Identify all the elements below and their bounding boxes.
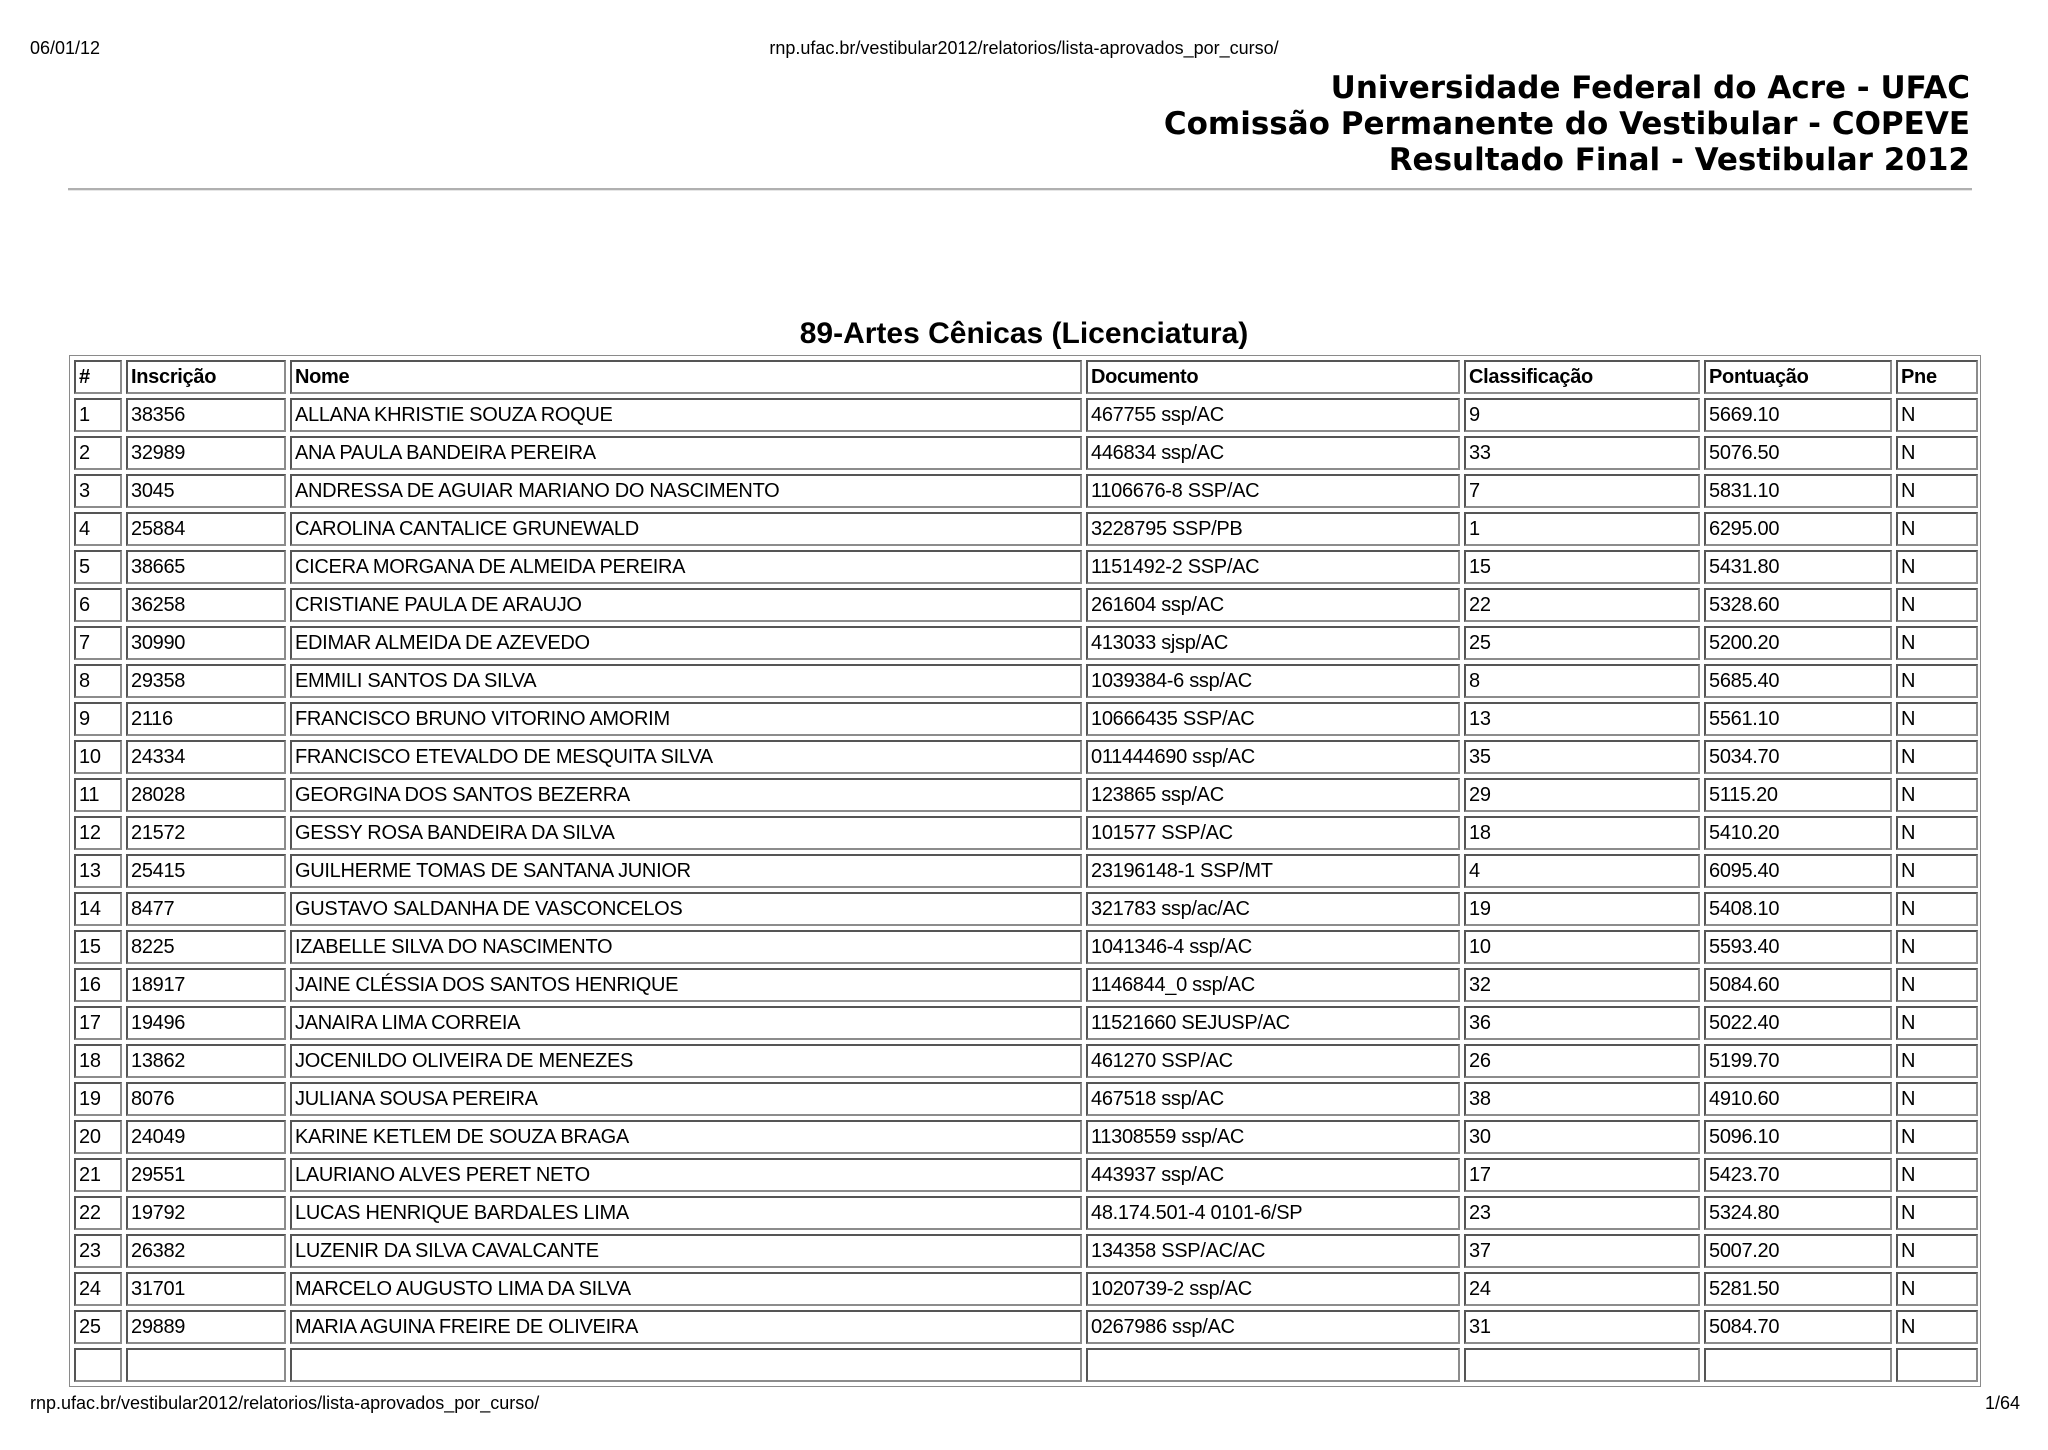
cell-nome: EMMILI SANTOS DA SILVA: [290, 664, 1082, 698]
cell-number: 7: [74, 626, 122, 660]
cell-pne: N: [1896, 1310, 1978, 1344]
cell-pne: N: [1896, 740, 1978, 774]
table-row: [74, 1082, 1978, 1116]
column-header-documento: Documento: [1086, 360, 1460, 394]
cell-nome: MARIA AGUINA FREIRE DE OLIVEIRA: [290, 1310, 1082, 1344]
cell-pontuacao: 5410.20: [1704, 816, 1892, 850]
cell-nome: GESSY ROSA BANDEIRA DA SILVA: [290, 816, 1082, 850]
cell-inscricao: 13862: [126, 1044, 286, 1078]
cell-classificacao: 23: [1464, 1196, 1700, 1230]
cell-inscricao: 38356: [126, 398, 286, 432]
cell-pne: N: [1896, 1234, 1978, 1268]
column-header-pne: Pne: [1896, 360, 1978, 394]
cell-nome: CRISTIANE PAULA DE ARAUJO: [290, 588, 1082, 622]
cell-documento: 48.174.501-4 0101-6/SP: [1086, 1196, 1460, 1230]
cell-pontuacao: 5076.50: [1704, 436, 1892, 470]
cell-pontuacao: 5096.10: [1704, 1120, 1892, 1154]
cell-pontuacao: 5328.60: [1704, 588, 1892, 622]
cell-pontuacao: 5022.40: [1704, 1006, 1892, 1040]
cell-classificacao: 25: [1464, 626, 1700, 660]
cell-classificacao: 33: [1464, 436, 1700, 470]
column-header-nome: Nome: [290, 360, 1082, 394]
column-header-inscricao: Inscrição: [126, 360, 286, 394]
cell-documento: 10666435 SSP/AC: [1086, 702, 1460, 736]
cell-number: 5: [74, 550, 122, 584]
print-date: 06/01/12: [30, 38, 101, 58]
cell-pne: N: [1896, 892, 1978, 926]
cell-number: 10: [74, 740, 122, 774]
table-row: [74, 930, 1978, 964]
document-header: [1164, 70, 1970, 178]
cell-pontuacao: 5199.70: [1704, 1044, 1892, 1078]
cell-pne: N: [1896, 930, 1978, 964]
cell-documento: 11521660 SEJUSP/AC: [1086, 1006, 1460, 1040]
cell-number: 6: [74, 588, 122, 622]
cell-documento: 1039384-6 ssp/AC: [1086, 664, 1460, 698]
cell-inscricao: 25415: [126, 854, 286, 888]
column-header-number: #: [74, 360, 122, 394]
cell-documento: 134358 SSP/AC/AC: [1086, 1234, 1460, 1268]
table-row: [74, 968, 1978, 1002]
table-row: [74, 1006, 1978, 1040]
cell-documento: 1106676-8 SSP/AC: [1086, 474, 1460, 508]
cell-nome: JANAIRA LIMA CORREIA: [290, 1006, 1082, 1040]
cell-pne: N: [1896, 550, 1978, 584]
table-row: [74, 1272, 1978, 1306]
cell-nome: ANA PAULA BANDEIRA PEREIRA: [290, 436, 1082, 470]
cell-number: 16: [74, 968, 122, 1002]
cell-pne: N: [1896, 968, 1978, 1002]
cell-classificacao: 22: [1464, 588, 1700, 622]
table-row: [74, 1044, 1978, 1078]
column-header-classificacao: Classificação: [1464, 360, 1700, 394]
cell-empty: [290, 1348, 1082, 1382]
cell-documento: 11308559 ssp/AC: [1086, 1120, 1460, 1154]
cell-documento: 467518 ssp/AC: [1086, 1082, 1460, 1116]
cell-classificacao: 4: [1464, 854, 1700, 888]
table-row: [74, 588, 1978, 622]
cell-inscricao: 24049: [126, 1120, 286, 1154]
cell-pontuacao: 5685.40: [1704, 664, 1892, 698]
print-header-url: rnp.ufac.br/vestibular2012/relatorios/lista-aprovados_por_curso/: [769, 38, 1279, 58]
cell-classificacao: 32: [1464, 968, 1700, 1002]
cell-classificacao: 38: [1464, 1082, 1700, 1116]
cell-inscricao: 8477: [126, 892, 286, 926]
cell-inscricao: 8076: [126, 1082, 286, 1116]
cell-number: 20: [74, 1120, 122, 1154]
table-row: [74, 512, 1978, 546]
cell-inscricao: 19496: [126, 1006, 286, 1040]
cell-pontuacao: 5431.80: [1704, 550, 1892, 584]
cell-classificacao: 29: [1464, 778, 1700, 812]
header-commission: Comissão Permanente do Vestibular - COPEVE: [1163, 106, 1970, 142]
column-header-pontuacao: Pontuação: [1704, 360, 1892, 394]
cell-documento: 446834 ssp/AC: [1086, 436, 1460, 470]
cell-classificacao: 9: [1464, 398, 1700, 432]
cell-pontuacao: 5831.10: [1704, 474, 1892, 508]
cell-pontuacao: 5007.20: [1704, 1234, 1892, 1268]
cell-pne: N: [1896, 626, 1978, 660]
cell-documento: 443937 ssp/AC: [1086, 1158, 1460, 1192]
cell-number: 17: [74, 1006, 122, 1040]
cell-empty: [1464, 1348, 1700, 1382]
print-footer-url: rnp.ufac.br/vestibular2012/relatorios/lista-aprovados_por_curso/: [30, 1393, 540, 1413]
cell-classificacao: 17: [1464, 1158, 1700, 1192]
cell-pne: N: [1896, 816, 1978, 850]
table-row: [74, 892, 1978, 926]
cell-documento: 0267986 ssp/AC: [1086, 1310, 1460, 1344]
cell-number: 24: [74, 1272, 122, 1306]
cell-pontuacao: 5200.20: [1704, 626, 1892, 660]
cell-pne: N: [1896, 778, 1978, 812]
cell-number: 2: [74, 436, 122, 470]
cell-pne: N: [1896, 436, 1978, 470]
cell-inscricao: 25884: [126, 512, 286, 546]
table-row: [74, 854, 1978, 888]
table-row: [74, 816, 1978, 850]
cell-classificacao: 18: [1464, 816, 1700, 850]
cell-number: 3: [74, 474, 122, 508]
cell-inscricao: 38665: [126, 550, 286, 584]
cell-pne: N: [1896, 1082, 1978, 1116]
table-row: [74, 550, 1978, 584]
cell-documento: 413033 sjsp/AC: [1086, 626, 1460, 660]
cell-pne: N: [1896, 664, 1978, 698]
cell-documento: 1146844_0 ssp/AC: [1086, 968, 1460, 1002]
cell-classificacao: 24: [1464, 1272, 1700, 1306]
cell-nome: EDIMAR ALMEIDA DE AZEVEDO: [290, 626, 1082, 660]
cell-inscricao: 26382: [126, 1234, 286, 1268]
table-row: [74, 740, 1978, 774]
cell-number: 12: [74, 816, 122, 850]
cell-inscricao: 24334: [126, 740, 286, 774]
cell-number: 19: [74, 1082, 122, 1116]
cell-number: 21: [74, 1158, 122, 1192]
cell-classificacao: 8: [1464, 664, 1700, 698]
cell-pne: N: [1896, 1158, 1978, 1192]
cell-inscricao: 32989: [126, 436, 286, 470]
cell-number: 15: [74, 930, 122, 964]
table-row: [74, 664, 1978, 698]
cell-pne: N: [1896, 474, 1978, 508]
cell-documento: 321783 ssp/ac/AC: [1086, 892, 1460, 926]
cell-pne: N: [1896, 854, 1978, 888]
cell-classificacao: 30: [1464, 1120, 1700, 1154]
header-result-title: Resultado Final - Vestibular 2012: [1388, 142, 1970, 178]
cell-pontuacao: 5593.40: [1704, 930, 1892, 964]
cell-nome: MARCELO AUGUSTO LIMA DA SILVA: [290, 1272, 1082, 1306]
table-row: [74, 1234, 1978, 1268]
cell-number: 11: [74, 778, 122, 812]
cell-nome: ANDRESSA DE AGUIAR MARIANO DO NASCIMENTO: [290, 474, 1082, 508]
cell-nome: JOCENILDO OLIVEIRA DE MENEZES: [290, 1044, 1082, 1078]
cell-documento: 461270 SSP/AC: [1086, 1044, 1460, 1078]
table-row-partial: [74, 1348, 1978, 1382]
cell-empty: [1896, 1348, 1978, 1382]
cell-pne: N: [1896, 398, 1978, 432]
cell-pontuacao: 5324.80: [1704, 1196, 1892, 1230]
cell-pontuacao: 6095.40: [1704, 854, 1892, 888]
cell-pontuacao: 5561.10: [1704, 702, 1892, 736]
cell-inscricao: 31701: [126, 1272, 286, 1306]
cell-documento: 23196148-1 SSP/MT: [1086, 854, 1460, 888]
cell-classificacao: 15: [1464, 550, 1700, 584]
cell-classificacao: 1: [1464, 512, 1700, 546]
cell-pne: N: [1896, 1196, 1978, 1230]
results-table: [70, 356, 1981, 1386]
cell-nome: CICERA MORGANA DE ALMEIDA PEREIRA: [290, 550, 1082, 584]
cell-classificacao: 13: [1464, 702, 1700, 736]
table-body: [74, 398, 1978, 1382]
cell-pne: N: [1896, 1044, 1978, 1078]
cell-inscricao: 8225: [126, 930, 286, 964]
cell-documento: 123865 ssp/AC: [1086, 778, 1460, 812]
cell-pontuacao: 6295.00: [1704, 512, 1892, 546]
cell-nome: LUZENIR DA SILVA CAVALCANTE: [290, 1234, 1082, 1268]
header-divider: [68, 188, 1972, 191]
cell-number: 13: [74, 854, 122, 888]
cell-pontuacao: 5084.70: [1704, 1310, 1892, 1344]
cell-documento: 101577 SSP/AC: [1086, 816, 1460, 850]
cell-classificacao: 31: [1464, 1310, 1700, 1344]
cell-pontuacao: 4910.60: [1704, 1082, 1892, 1116]
cell-nome: JAINE CLÉSSIA DOS SANTOS HENRIQUE: [290, 968, 1082, 1002]
cell-pne: N: [1896, 588, 1978, 622]
cell-classificacao: 19: [1464, 892, 1700, 926]
cell-nome: IZABELLE SILVA DO NASCIMENTO: [290, 930, 1082, 964]
table-row: [74, 398, 1978, 432]
cell-classificacao: 26: [1464, 1044, 1700, 1078]
cell-inscricao: 29358: [126, 664, 286, 698]
cell-nome: GUILHERME TOMAS DE SANTANA JUNIOR: [290, 854, 1082, 888]
cell-documento: 011444690 ssp/AC: [1086, 740, 1460, 774]
table-row: [74, 436, 1978, 470]
cell-number: 18: [74, 1044, 122, 1078]
cell-documento: 3228795 SSP/PB: [1086, 512, 1460, 546]
cell-nome: GEORGINA DOS SANTOS BEZERRA: [290, 778, 1082, 812]
cell-pontuacao: 5084.60: [1704, 968, 1892, 1002]
table-row: [74, 1310, 1978, 1344]
cell-pontuacao: 5669.10: [1704, 398, 1892, 432]
cell-inscricao: 30990: [126, 626, 286, 660]
cell-nome: LUCAS HENRIQUE BARDALES LIMA: [290, 1196, 1082, 1230]
cell-inscricao: 28028: [126, 778, 286, 812]
cell-documento: 467755 ssp/AC: [1086, 398, 1460, 432]
cell-pontuacao: 5034.70: [1704, 740, 1892, 774]
cell-documento: 1020739-2 ssp/AC: [1086, 1272, 1460, 1306]
cell-pontuacao: 5281.50: [1704, 1272, 1892, 1306]
cell-documento: 1151492-2 SSP/AC: [1086, 550, 1460, 584]
cell-number: 14: [74, 892, 122, 926]
cell-empty: [126, 1348, 286, 1382]
cell-documento: 1041346-4 ssp/AC: [1086, 930, 1460, 964]
cell-pontuacao: 5423.70: [1704, 1158, 1892, 1192]
cell-number: 1: [74, 398, 122, 432]
cell-classificacao: 35: [1464, 740, 1700, 774]
cell-pne: N: [1896, 1120, 1978, 1154]
course-title: 89-Artes Cênicas (Licenciatura): [799, 317, 1249, 350]
cell-nome: ALLANA KHRISTIE SOUZA ROQUE: [290, 398, 1082, 432]
cell-pontuacao: 5408.10: [1704, 892, 1892, 926]
cell-nome: GUSTAVO SALDANHA DE VASCONCELOS: [290, 892, 1082, 926]
cell-number: 23: [74, 1234, 122, 1268]
cell-number: 25: [74, 1310, 122, 1344]
cell-inscricao: 3045: [126, 474, 286, 508]
table-row: [74, 1158, 1978, 1192]
cell-nome: KARINE KETLEM DE SOUZA BRAGA: [290, 1120, 1082, 1154]
cell-inscricao: 18917: [126, 968, 286, 1002]
table-row: [74, 778, 1978, 812]
cell-number: 22: [74, 1196, 122, 1230]
cell-pne: N: [1896, 1006, 1978, 1040]
cell-pne: N: [1896, 702, 1978, 736]
results-table-container: [69, 355, 1981, 1387]
cell-nome: FRANCISCO BRUNO VITORINO AMORIM: [290, 702, 1082, 736]
cell-number: 9: [74, 702, 122, 736]
page-number: 1/64: [1984, 1393, 2020, 1413]
cell-empty: [1704, 1348, 1892, 1382]
header-university: Universidade Federal do Acre - UFAC: [1330, 70, 1970, 106]
cell-pne: N: [1896, 512, 1978, 546]
cell-pne: N: [1896, 1272, 1978, 1306]
table-row: [74, 1120, 1978, 1154]
cell-classificacao: 37: [1464, 1234, 1700, 1268]
cell-nome: FRANCISCO ETEVALDO DE MESQUITA SILVA: [290, 740, 1082, 774]
cell-nome: JULIANA SOUSA PEREIRA: [290, 1082, 1082, 1116]
cell-pontuacao: 5115.20: [1704, 778, 1892, 812]
table-row: [74, 702, 1978, 736]
table-row: [74, 474, 1978, 508]
cell-documento: 261604 ssp/AC: [1086, 588, 1460, 622]
cell-inscricao: 21572: [126, 816, 286, 850]
cell-classificacao: 36: [1464, 1006, 1700, 1040]
cell-empty: [1086, 1348, 1460, 1382]
cell-number: 8: [74, 664, 122, 698]
cell-classificacao: 10: [1464, 930, 1700, 964]
cell-classificacao: 7: [1464, 474, 1700, 508]
cell-nome: LAURIANO ALVES PERET NETO: [290, 1158, 1082, 1192]
cell-number: 4: [74, 512, 122, 546]
cell-inscricao: 19792: [126, 1196, 286, 1230]
table-header-row: [74, 360, 1978, 394]
cell-nome: CAROLINA CANTALICE GRUNEWALD: [290, 512, 1082, 546]
cell-inscricao: 36258: [126, 588, 286, 622]
cell-inscricao: 29889: [126, 1310, 286, 1344]
table-row: [74, 626, 1978, 660]
cell-inscricao: 29551: [126, 1158, 286, 1192]
cell-inscricao: 2116: [126, 702, 286, 736]
table-row: [74, 1196, 1978, 1230]
cell-empty: [74, 1348, 122, 1382]
